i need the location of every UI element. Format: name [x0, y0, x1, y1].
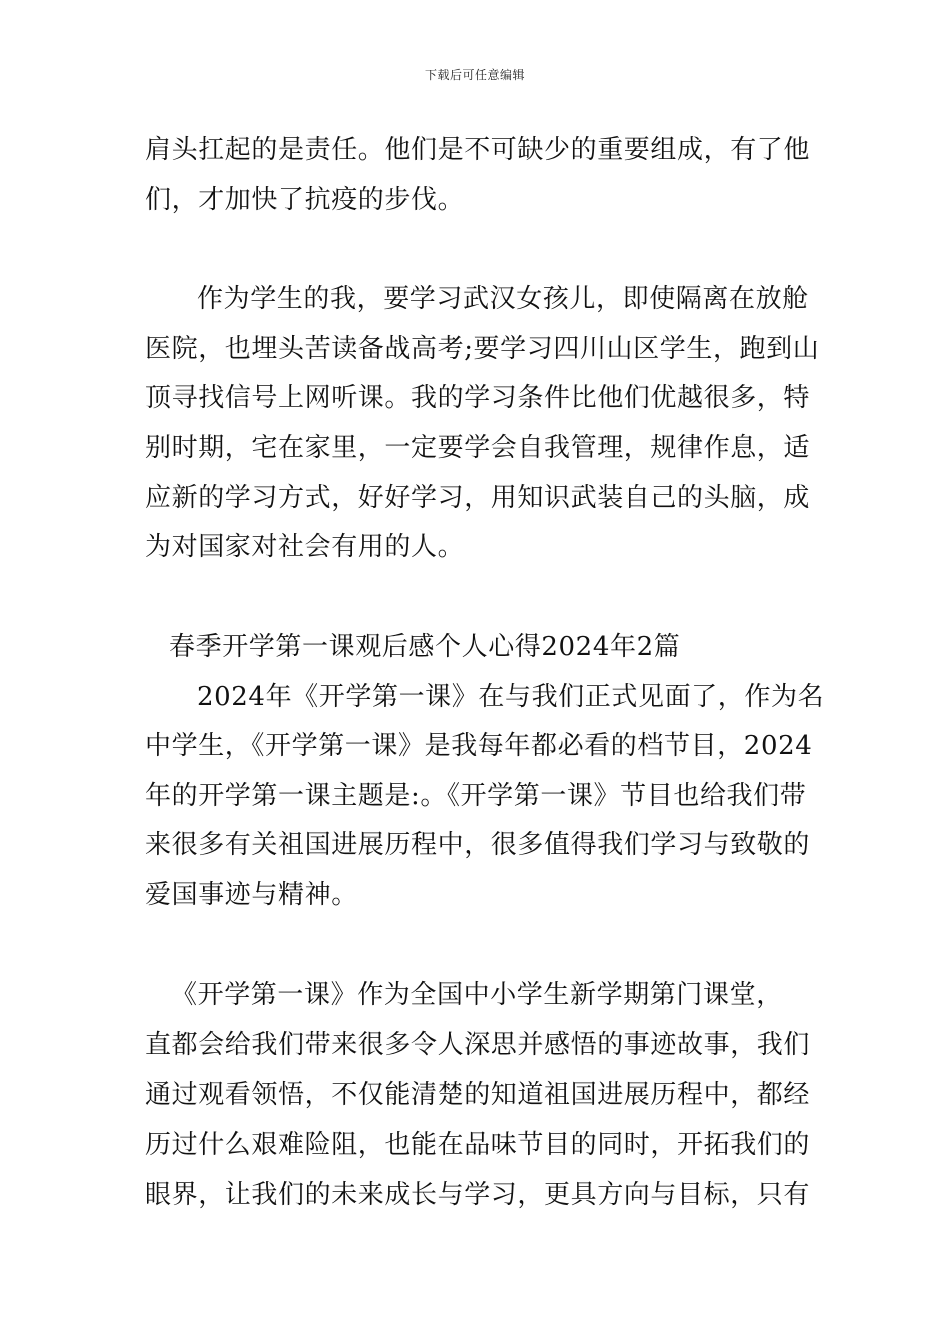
text-line: 中学生，《开学第一课》是我每年都必看的档节目，2024 [145, 731, 813, 761]
section-heading: 春季开学第一课观后感个人心得2024年2篇 [169, 632, 681, 662]
text-line: 通过观看领悟，不仅能清楚的知道祖国进展历程中，都经 [145, 1080, 811, 1110]
text-line: 别时期，宅在家里，一定要学会自我管理，规律作息，适 [145, 433, 811, 463]
text-line: 爱国事迹与精神。 [145, 880, 358, 910]
page-header-note: 下载后可任意编辑 [424, 68, 525, 82]
text-line: 来很多有关祖国进展历程中，很多值得我们学习与致敬的 [145, 830, 811, 860]
text-line: 为对国家对社会有用的人。 [145, 532, 465, 562]
text-line: 历过什么艰难险阻，也能在品味节目的同时，开拓我们的 [145, 1130, 811, 1160]
text-line: 作为学生的我，要学习武汉女孩儿，即使隔离在放舱 [197, 284, 809, 314]
text-line: 顶寻找信号上网听课。我的学习条件比他们优越很多，特 [145, 383, 811, 413]
text-line: 直都会给我们带来很多令人深思并感悟的事迹故事，我们 [145, 1030, 811, 1060]
text-line: 2024年《开学第一课》在与我们正式见面了，作为名 [197, 682, 825, 712]
text-line: 《开学第一课》作为全国中小学生新学期第门课堂， [171, 980, 783, 1010]
text-line: 们，才加快了抗疫的步伐。 [145, 185, 465, 215]
text-line: 眼界，让我们的未来成长与学习，更具方向与目标，只有 [145, 1180, 811, 1210]
text-line: 年的开学第一课主题是:。《开学第一课》节目也给我们带 [145, 781, 807, 811]
text-line: 医院，也埋头苦读备战高考;要学习四川山区学生，跑到山 [145, 334, 820, 364]
text-line: 肩头扛起的是责任。他们是不可缺少的重要组成，有了他 [145, 135, 811, 165]
text-line: 应新的学习方式，好好学习，用知识武装自己的头脑，成 [145, 483, 811, 513]
